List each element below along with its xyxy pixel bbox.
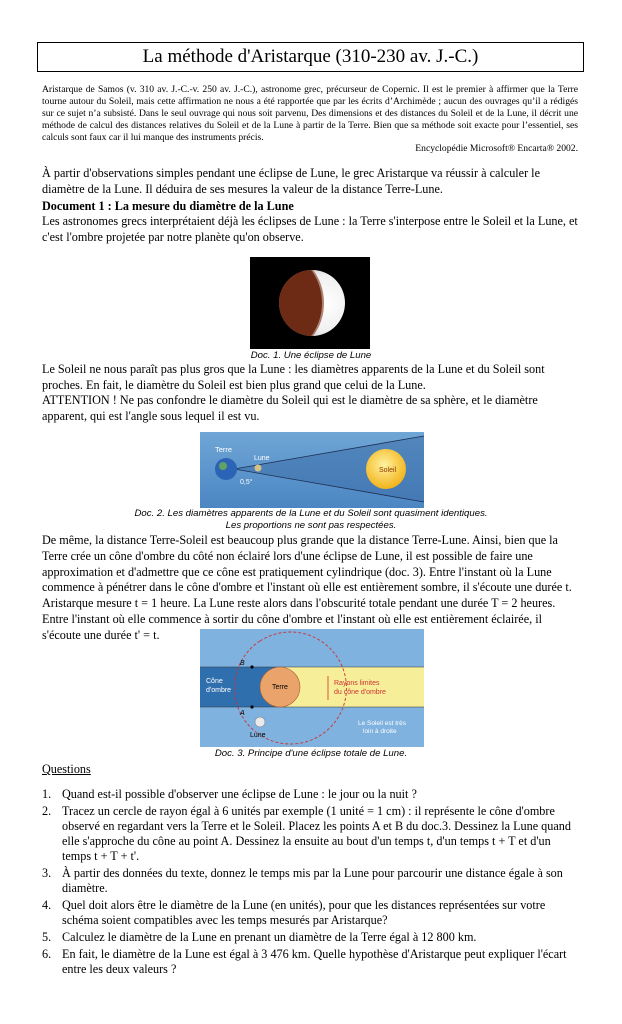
question-item: 4. Quel doit alors être le diamètre de la Lune (en unités), pour que les distances représentées sur votre schéma soient compatibles avec les temps mesurés par Aristarque? — [42, 898, 546, 927]
page-title: La méthode d'Aristarque (310-230 av. J.-C.) — [142, 46, 479, 67]
point-a — [250, 705, 253, 708]
page-title-box — [37, 42, 584, 72]
paragraph-intro: À partir d'observations simples pendant une éclipse de Lune, le grec Aristarque va réussir à calculer le diamètre de la Lune. Il déduira de ses mesures la valeur de la distance Terre-Lune. — [42, 166, 540, 196]
eclipse-principle-diagram — [200, 629, 424, 747]
paragraph-diameters: Le Soleil ne nous paraît pas plus gros que la Lune : les diamètres apparents de la Lune et du Soleil sont proches. En fait, le diamètre du Soleil est bien plus grand que celui de la Lune. — [42, 362, 545, 392]
label-soleil: Soleil — [379, 467, 397, 474]
caption-doc3: Doc. 3. Principe d'une éclipse totale de Lune. — [214, 748, 408, 759]
label-terre: Terre — [272, 684, 288, 691]
document1-heading: Document 1 : La mesure du diamètre de la Lune — [42, 199, 294, 213]
paragraph-attention: ATTENTION ! Ne pas confondre le diamètre du Soleil qui est le diamètre de sa sphère, et le diamètre apparent, qui est l'angle sous lequel il est vu. — [42, 393, 538, 423]
questions-heading: Questions — [42, 762, 91, 776]
caption-doc1: Doc. 1. Une éclipse de Lune — [250, 350, 372, 361]
label-cone-2: d'ombre — [206, 687, 232, 694]
intro-text: Aristarque de Samos (v. 310 av. J.-C.-v. 250 av. J.-C.), astronome grec, précurseur de Copernic. Il est le premier à affirmer que la Terre tourne autour du Soleil, mais cette affirmation ne nous a été rapportée que par les écrits d’Archimède ; aucun des ouvrages qu’il a rédigés sur ce sujet n’a subsisté. Dans le seul ouvrage qui nous soit parvenu, Des dimensions et des distances du Soleil et de la Lune, il décrit une méthode de calcul des distances relatives du Soleil et de la Lune à partir de la Terre. Bien que sa méthode soit exacte pour l’essentiel, ses calculs sont faux car il lui manque des instruments précis. — [42, 84, 578, 144]
earth-icon — [215, 458, 237, 480]
question-item: 2. Tracez un cercle de rayon égal à 6 unités par exemple (1 unité = 1 cm) : il représente le cône d'ombre observé en regardant vers la Terre et le Soleil. Placez les points A et B du doc.3. Dessinez la Lune quand elle s'approche du cône au point A. Dessinez la ensuite au bout d'un temps t, d'un temps t + T et d'un temps t + T + t'. — [42, 804, 571, 863]
question-item: 6. En fait, le diamètre de la Lune est égal à 3 476 km. Quelle hypothèse d'Aristarque peut expliquer l'écart entre les deux valeurs ? — [42, 947, 567, 976]
label-sun-2: loin à droite — [363, 728, 397, 735]
label-sun-1: Le Soleil est très — [358, 720, 407, 727]
label-lune: Lune — [254, 455, 270, 462]
source-credit: Encyclopédie Microsoft® Encarta® 2002. — [415, 143, 578, 154]
label-a: A — [240, 710, 245, 717]
moon-icon — [255, 465, 262, 472]
label-b: B — [240, 660, 245, 667]
apparent-diameter-diagram — [200, 432, 424, 508]
moon-icon — [255, 717, 265, 727]
point-b — [250, 665, 253, 668]
caption-doc2-line1: Doc. 2. Les diamètres apparents de la Lune et du Soleil sont quasiment identiques. — [134, 508, 488, 519]
paragraph-eclipse: Les astronomes grecs interprétaient déjà les éclipses de Lune : la Terre s'interpose entre le Soleil et la Lune, et c'est l'ombre projetée par notre planète qu'on observe. — [42, 214, 578, 244]
question-item: 3. À partir des données du texte, donnez le temps mis par la Lune pour parcourir une distance égale à son diamètre. — [42, 866, 563, 895]
label-cone-1: Cône — [206, 678, 223, 685]
paragraph-shadow-cone: De même, la distance Terre-Soleil est beaucoup plus grande que la distance Terre-Lune. Ainsi, bien que la Terre crée un cône d'ombre du côté non éclairé lors d'une éclipse de Lune, il est possible de faire une approximation et d'admettre que ce cône est pratiquement cylindrique (doc. 3). Entre l'instant où la Lune commence à pénétrer dans le cône d'ombre et l'instant où elle est entièrement sombre, il s'écoute une durée t. Aristarque mesure t = 1 heure. La Lune reste alors dans l'obscurité totale pendant une durée T = 2 heures. Entre l'instant où elle commence à sortir du cône d'ombre et l'instant où elle est entièrement éclairée, il s'écoute une durée t' = t. — [42, 533, 572, 642]
questions-list — [42, 787, 582, 979]
label-terre: Terre — [215, 445, 233, 454]
question-item: 1. Quand est-il possible d'observer une éclipse de Lune : le jour ou la nuit ? — [42, 787, 417, 801]
label-angle: 0,5° — [240, 479, 253, 486]
eclipse-photo — [250, 257, 370, 349]
label-rays-2: du cône d'ombre — [334, 689, 386, 696]
question-item: 5. Calculez le diamètre de la Lune en prenant un diamètre de la Terre égal à 12 800 km. — [42, 930, 477, 944]
label-lune: Lune — [250, 732, 266, 739]
caption-doc2-line2: Les proportions ne sont pas respectées. — [225, 520, 397, 531]
label-rays-1: Rayons limites — [334, 680, 380, 687]
